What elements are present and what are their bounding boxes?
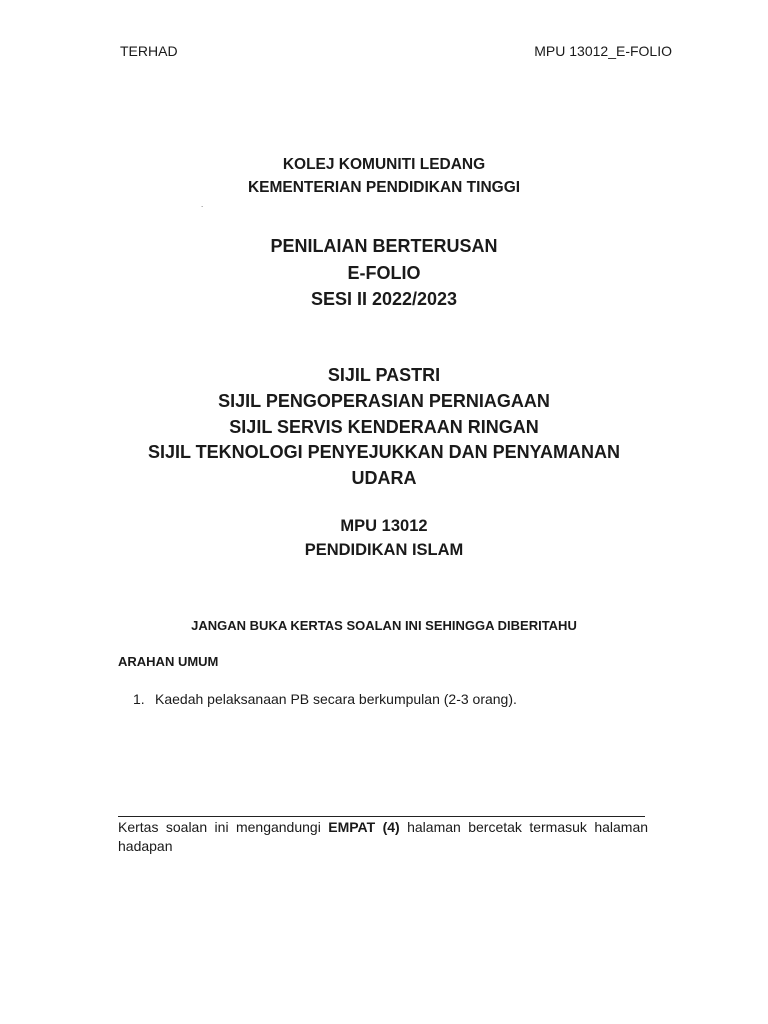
assessment-block — [0, 233, 768, 313]
institution-name: KOLEJ KOMUNITI LEDANG — [282, 156, 486, 173]
list-item-number: 1. — [133, 691, 145, 707]
header-document-code: MPU 13012_E-FOLIO — [534, 43, 672, 59]
page-count-note — [118, 818, 648, 856]
list-item — [133, 691, 517, 707]
programme-item: SIJIL PASTRI — [327, 365, 441, 385]
list-item-text: Kaedah pelaksanaan PB secara berkumpulan (2-3 orang). — [155, 691, 517, 707]
course-name: PENDIDIKAN ISLAM — [304, 541, 464, 559]
programme-list — [0, 363, 768, 492]
page-count-value: EMPAT (4) — [328, 819, 400, 835]
page-count-suffix: halaman bercetak termasuk halaman hadapan — [118, 819, 649, 854]
ministry-name: KEMENTERIAN PENDIDIKAN TINGGI — [247, 179, 521, 196]
programme-item: UDARA — [351, 468, 417, 489]
assessment-session: SESI II 2022/2023 — [310, 289, 458, 309]
programme-item: SIJIL SERVIS KENDERAAN RINGAN — [229, 416, 539, 437]
programme-item: SIJIL TEKNOLOGI PENYEJUKKAN DAN PENYAMANAN — [147, 442, 621, 463]
programme-item: SIJIL PENGOPERASIAN PERNIAGAAN — [218, 390, 550, 411]
assessment-format: E-FOLIO — [347, 262, 421, 283]
instructions-title: ARAHAN UMUM — [118, 654, 219, 669]
instructions-list — [133, 691, 517, 707]
stray-dot: . — [201, 200, 204, 209]
assessment-type: PENILAIAN BERTERUSAN — [270, 236, 498, 256]
exam-warning: JANGAN BUKA KERTAS SOALAN INI SEHINGGA DIBERITAHU — [191, 618, 577, 633]
institution-block — [0, 153, 768, 199]
footer-divider — [118, 816, 645, 817]
course-block — [0, 514, 768, 562]
page-count-prefix: Kertas soalan ini mengandungi — [118, 819, 321, 835]
header-classification: TERHAD — [120, 43, 178, 59]
course-code: MPU 13012 — [340, 517, 428, 535]
